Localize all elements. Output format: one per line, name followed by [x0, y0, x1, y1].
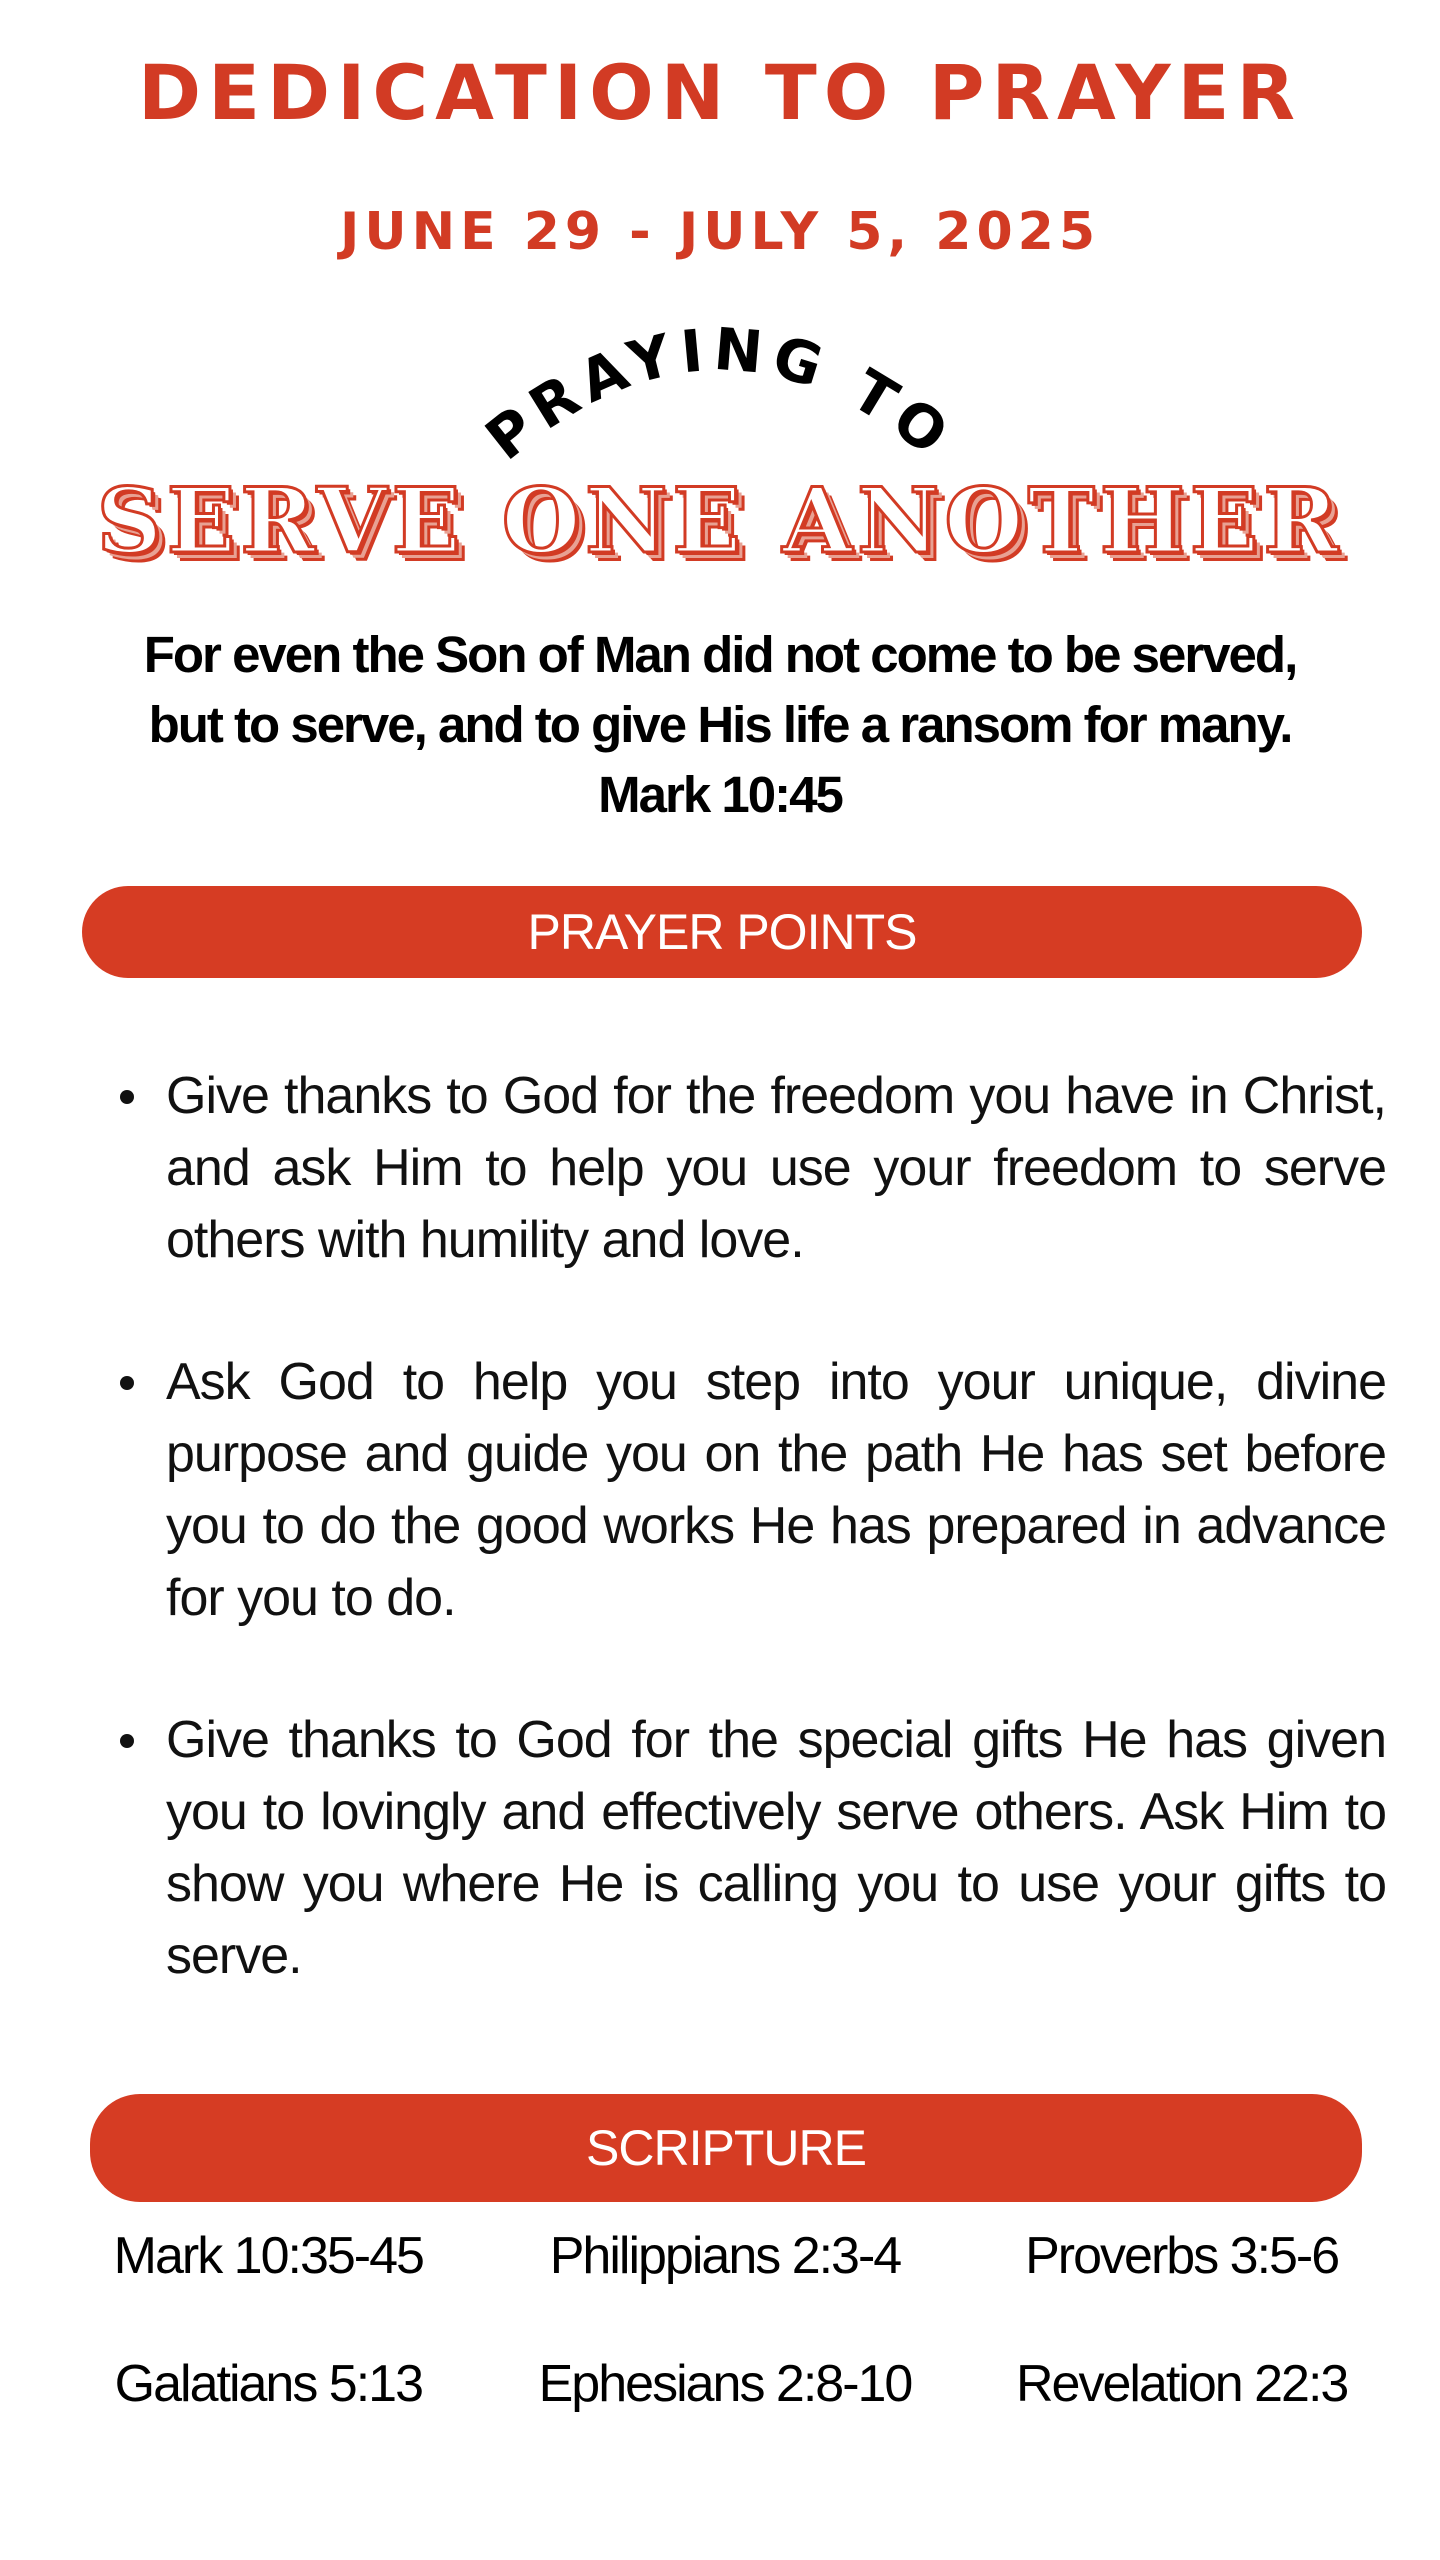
bible-verse	[0, 620, 1440, 830]
headline: SERVE ONE ANOTHER	[96, 468, 1344, 574]
bullet-icon	[120, 1090, 134, 1104]
verse-reference: Mark 10:45	[598, 766, 842, 823]
scripture-ref: Galatians 5:13	[114, 2355, 422, 2413]
verse-line: but to serve, and to give His life a ransom for many.	[148, 696, 1292, 753]
bullet-icon	[120, 1734, 134, 1748]
scripture-ref: Proverbs 3:5-6	[1025, 2227, 1339, 2285]
scripture-heading: SCRIPTURE	[90, 2094, 1362, 2202]
scripture-ref: Ephesians 2:8-10	[538, 2355, 912, 2413]
page-title: DEDICATION TO PRAYER	[138, 48, 1302, 137]
prayer-point-text: Give thanks to God for the freedom you have in Christ, and ask Him to help you use your freedom to serve others with humility and love.	[166, 1067, 1386, 1269]
date-range: JUNE 29 - JULY 5, 2025	[340, 202, 1100, 262]
verse-line: For even the Son of Man did not come to be served,	[143, 626, 1297, 683]
prayer-points-heading: PRAYER POINTS	[82, 886, 1362, 978]
scripture-ref: Philippians 2:3-4	[549, 2227, 901, 2285]
prayer-points-list	[100, 1060, 1386, 2062]
svg-text:PRAYING TO	[473, 315, 967, 470]
scripture-references	[40, 2222, 1410, 2418]
list-item	[100, 1346, 1386, 1634]
prayer-point-text: Ask God to help you step into your unique, divine purpose and guide you on the path He has set before you to do the good works He has prepared in advance for you to do.	[166, 1353, 1386, 1627]
arc-subtitle-text: PRAYING TO	[473, 314, 967, 470]
list-item	[100, 1060, 1386, 1276]
list-item	[100, 1704, 1386, 1992]
bullet-icon	[120, 1376, 134, 1390]
scripture-ref: Revelation 22:3	[1015, 2355, 1348, 2413]
arc-subtitle	[470, 300, 970, 470]
scripture-ref: Mark 10:35-45	[113, 2227, 423, 2285]
prayer-point-text: Give thanks to God for the special gifts He has given you to lovingly and effectively serve others. Ask Him to show you where He is calling you to use your gifts to serve.	[166, 1711, 1386, 1985]
